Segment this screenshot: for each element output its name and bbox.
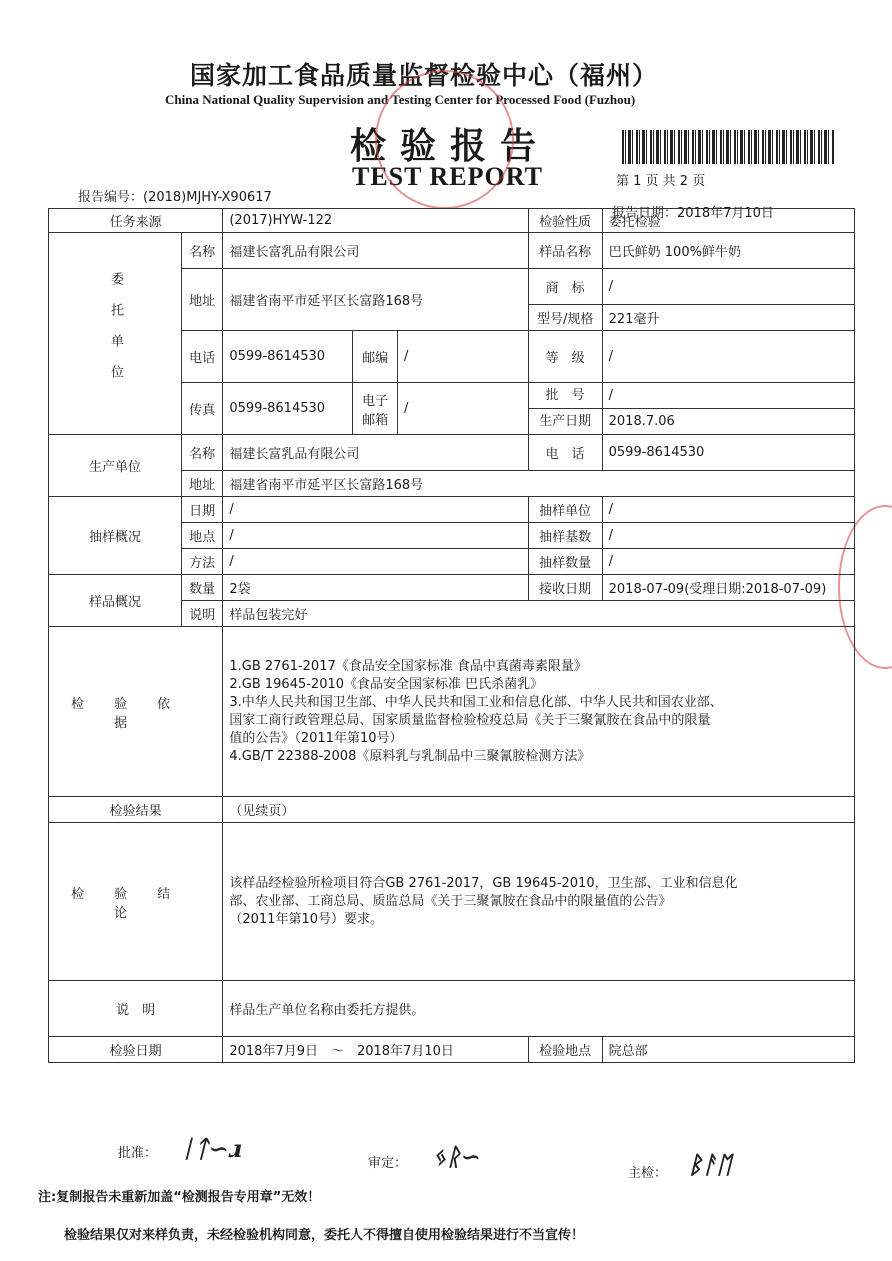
result-value: （见续页） — [223, 797, 855, 823]
test-place-label: 检验地点 — [528, 1037, 602, 1063]
basis-line: 2.GB 19645-2010《食品安全国家标准 巴氏杀菌乳》 — [229, 676, 544, 692]
inspect-label: 主检： — [628, 1166, 668, 1181]
sampling-base-label: 抽样基数 — [528, 523, 602, 549]
sample-desc-label: 说明 — [182, 601, 223, 627]
sample-qty-label: 数量 — [182, 575, 223, 601]
grade-label: 等 级 — [528, 331, 602, 383]
page-info: 第 1 页 共 2 页 — [616, 174, 706, 189]
producer-name-label: 名称 — [182, 435, 223, 471]
postcode-label: 邮编 — [353, 331, 398, 383]
conclusion-label: 检验结论 — [49, 823, 223, 981]
batch-label: 批 号 — [529, 383, 602, 409]
sampling-place-value: / — [223, 523, 528, 549]
basis-line: 4.GB/T 22388-2008《原料乳与乳制品中三聚氰胺检测方法》 — [229, 748, 591, 764]
sampling-date-label: 日期 — [182, 497, 223, 523]
result-label: 检验结果 — [49, 797, 223, 823]
test-date-label: 检验日期 — [49, 1037, 223, 1063]
client-fax-value: 0599-8614530 — [223, 383, 353, 435]
client-phone-value: 0599-8614530 — [223, 331, 353, 383]
remark-value: 样品生产单位名称由委托方提供。 — [223, 981, 855, 1037]
sampling-count-value: / — [602, 549, 854, 575]
sampling-method-value: / — [223, 549, 528, 575]
client-fax-label: 传真 — [182, 383, 223, 435]
conclusion-text — [223, 823, 855, 981]
sampling-method-label: 方法 — [182, 549, 223, 575]
center-name-en: China National Quality Supervision and Testing Center for Processed Food (Fuzhou) — [165, 92, 636, 107]
postcode-value: / — [398, 331, 529, 383]
nature-value: 委托检验 — [602, 209, 854, 233]
prod-date-value: 2018.7.06 — [608, 414, 675, 429]
sampling-date-value: / — [223, 497, 528, 523]
report-number-value: (2018)MJHY-X90617 — [143, 190, 272, 205]
basis-list — [223, 627, 855, 797]
producer-name-value: 福建长富乳品有限公司 — [223, 435, 528, 471]
sample-name-label: 样品名称 — [528, 233, 602, 269]
sampling-unit-label: 抽样单位 — [528, 497, 602, 523]
report-number-label: 报告编号： — [78, 190, 144, 205]
producer-address-label: 地址 — [182, 471, 223, 497]
basis-label: 检验依据 — [49, 627, 223, 797]
test-date-value: 2018年7月9日 ～ 2018年7月10日 — [223, 1037, 528, 1063]
task-source-value: (2017)HYW-122 — [223, 209, 528, 233]
report-number — [78, 186, 272, 205]
conclusion-line: 部、农业部、工商总局、质监总局《关于三聚氰胺在食品中的限量值的公告》 — [229, 893, 672, 909]
remark-label: 说 明 — [49, 981, 223, 1037]
sampling-base-value: / — [602, 523, 854, 549]
test-place-value: 院总部 — [602, 1037, 854, 1063]
report-title-cn: 检验报告 — [350, 125, 551, 167]
conclusion-line: （2011年第10号）要求。 — [229, 911, 383, 927]
sampling-unit-value: / — [602, 497, 854, 523]
sampling-group-label: 抽样概况 — [49, 497, 182, 575]
producer-address-value: 福建省南平市延平区长富路168号 — [223, 471, 855, 497]
client-name-label: 名称 — [182, 233, 223, 269]
sampling-count-label: 抽样数量 — [528, 549, 602, 575]
task-source-label: 任务来源 — [49, 209, 223, 233]
sampling-place-label: 地点 — [182, 523, 223, 549]
receive-date-value: 2018-07-09(受理日期:2018-07-09) — [602, 575, 854, 601]
client-address-value: 福建省南平市延平区长富路168号 — [223, 269, 528, 331]
prod-date-label: 生产日期 — [539, 414, 592, 429]
email-label: 电子邮箱 — [353, 383, 398, 435]
producer-phone-value: 0599-8614530 — [602, 435, 854, 471]
client-name-value: 福建长富乳品有限公司 — [223, 233, 528, 269]
sample-name-value: 巴氏鲜奶 100%鲜牛奶 — [602, 233, 854, 269]
sample-desc-value: 样品包装完好 — [223, 601, 855, 627]
basis-line: 国家工商行政管理总局、国家质量监督检验检疫总局《关于三聚氰胺在食品中的限量 — [229, 712, 711, 728]
trademark-label: 商 标 — [528, 269, 602, 305]
report-date-label: 报告日期： — [612, 206, 678, 221]
producer-group-label: 生产单位 — [49, 435, 182, 497]
client-group-label: 委托单位 — [49, 233, 182, 435]
basis-line: 3.中华人民共和国卫生部、中华人民共和国工业和信息化部、中华人民共和国农业部、 — [229, 694, 723, 710]
batch-value: / — [603, 383, 854, 409]
approve-label: 批准： — [118, 1146, 158, 1161]
basis-line: 值的公告》（2011年第10号） — [229, 730, 403, 746]
nature-label: 检验性质 — [528, 209, 602, 233]
center-name-cn: 国家加工食品质量监督检验中心（福州） — [190, 61, 659, 90]
trademark-value: / — [602, 269, 854, 305]
inspect-signature: ᛒᚨᛖ — [688, 1150, 732, 1179]
barcode — [622, 130, 834, 164]
grade-value: / — [602, 331, 854, 383]
footer-note-2: 检验结果仅对来样负责，未经检验机构同意，委托人不得擅自使用检验结果进行不当宣传！ — [64, 1228, 585, 1243]
report-table — [48, 208, 855, 1063]
model-value: 221毫升 — [602, 305, 854, 331]
batch-prod-labels — [528, 383, 602, 435]
approve-signature: ᛁᛏ∽ɹ — [180, 1134, 243, 1163]
official-seal — [375, 70, 514, 209]
client-address-label: 地址 — [182, 269, 223, 331]
report-date-value: 2018年7月10日 — [677, 206, 774, 221]
producer-phone-label: 电 话 — [528, 435, 602, 471]
review-label: 审定： — [368, 1156, 408, 1171]
model-label: 型号/规格 — [528, 305, 602, 331]
report-title-en: TEST REPORT — [352, 162, 543, 191]
sample-info-group-label: 样品概况 — [49, 575, 182, 627]
conclusion-line: 该样品经检验所检项目符合GB 2761-2017，GB 19645-2010，卫生部、工业和信息化 — [229, 875, 738, 891]
email-value: / — [398, 383, 529, 435]
sample-qty-value: 2袋 — [223, 575, 528, 601]
batch-prod-values — [602, 383, 854, 435]
footer-note-1: 注:复制报告未重新加盖“检测报告专用章”无效！ — [38, 1190, 321, 1205]
review-signature: ᛃᚱ∽ — [432, 1142, 481, 1171]
basis-line: 1.GB 2761-2017《食品安全国家标准 食品中真菌毒素限量》 — [229, 658, 587, 674]
client-phone-label: 电话 — [182, 331, 223, 383]
receive-date-label: 接收日期 — [528, 575, 602, 601]
